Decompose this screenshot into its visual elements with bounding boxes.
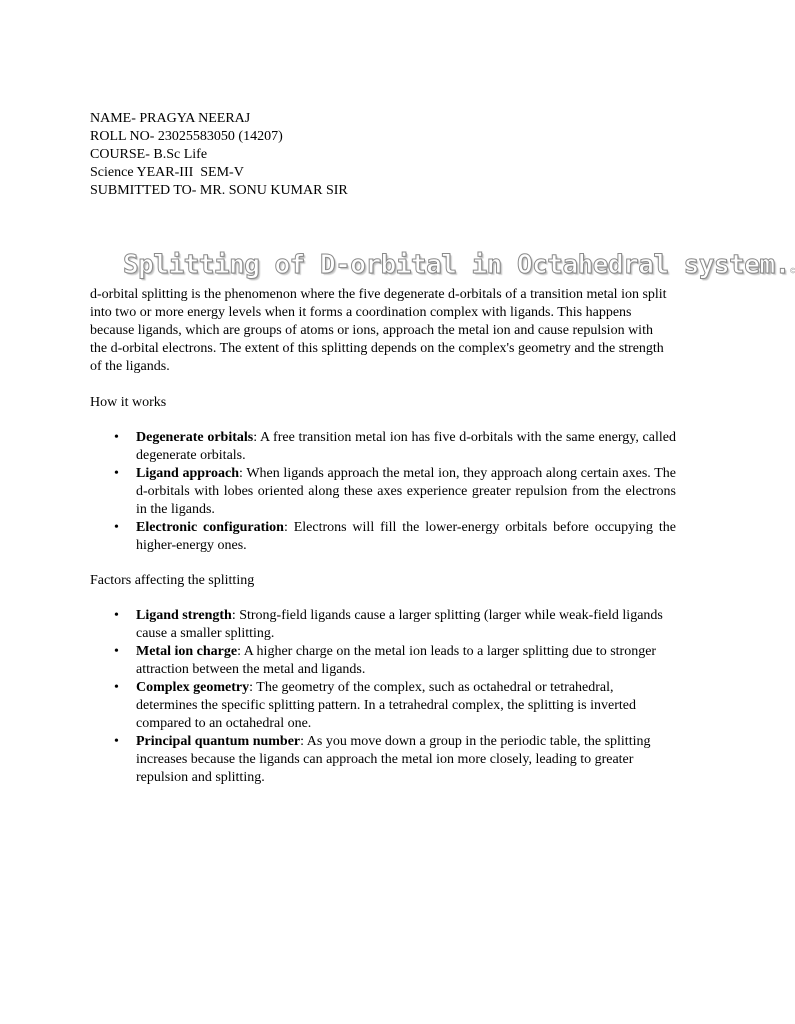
list-item xyxy=(136,679,676,733)
list-item xyxy=(136,643,676,679)
student-info xyxy=(90,110,690,200)
how-it-works-heading: How it works xyxy=(90,395,167,410)
roll-number: ROLL NO- 23025583050 (14207) xyxy=(90,129,283,144)
list-item-term: Principal quantum number xyxy=(136,734,301,749)
list-item xyxy=(136,519,676,555)
document-title xyxy=(123,248,795,288)
course: COURSE- B.Sc Life xyxy=(90,147,208,162)
list-item-term: Metal ion charge xyxy=(136,644,238,659)
submitted-to: SUBMITTED TO- MR. SONU KUMAR SIR xyxy=(90,183,348,198)
student-name: NAME- PRAGYA NEERAJ xyxy=(90,111,251,126)
list-item-text: : The geometry of the complex, such as octahedral or tetrahedral, determines the specific splitting pattern. In a tetrahedral complex, the splitting is inverted compared to an octahedral one. xyxy=(136,680,636,731)
factors-list xyxy=(136,607,676,787)
list-item-term: Ligand approach xyxy=(136,466,240,481)
year-semester: Science YEAR-III SEM-V xyxy=(90,165,244,180)
list-item-term: Degenerate orbitals xyxy=(136,430,254,445)
list-item-text: : A higher charge on the metal ion leads to a larger splitting due to stronger attraction between the metal and ligands. xyxy=(136,644,657,677)
list-item-text: : Electrons will fill the lower-energy orbitals before occupying the higher-energy ones. xyxy=(136,520,677,553)
how-it-works-list xyxy=(136,429,676,555)
list-item-text: : As you move down a group in the periodic table, the splitting increases because the ligands can approach the metal ion more closely, leading to greater repulsion and splitting. xyxy=(136,734,651,785)
list-item-term: Electronic configuration xyxy=(136,520,284,535)
document-title-text: Splitting of D-orbital in Octahedral system. xyxy=(123,250,790,280)
intro-paragraph: d-orbital splitting is the phenomenon where the five degenerate d-orbitals of a transition metal ion split into two or more energy levels when it forms a coordination complex with ligands. This happens because ligands, which are groups of atoms or ions, approach the metal ion and cause repulsion with the d-orbital electrons. The extent of this splitting depends on the complex's geometry and the strength of the ligands. xyxy=(90,287,667,374)
factors-heading: Factors affecting the splitting xyxy=(90,573,255,588)
list-item xyxy=(136,733,676,787)
document-title-tail: c xyxy=(789,266,795,276)
list-item-term: Ligand strength xyxy=(136,608,232,623)
list-item xyxy=(136,465,676,519)
list-item xyxy=(136,429,676,465)
list-item-text: : Strong-field ligands cause a larger splitting (larger while weak-field ligands cause a smaller splitting. xyxy=(136,608,663,641)
list-item-term: Complex geometry xyxy=(136,680,250,695)
list-item-text: : A free transition metal ion has five d-orbitals with the same energy, called degenerate orbitals. xyxy=(136,430,676,463)
list-item-text: : When ligands approach the metal ion, they approach along certain axes. The d-orbitals with lobes oriented along these axes experience greater repulsion from the electrons in the ligands. xyxy=(136,466,676,517)
list-item xyxy=(136,607,676,643)
